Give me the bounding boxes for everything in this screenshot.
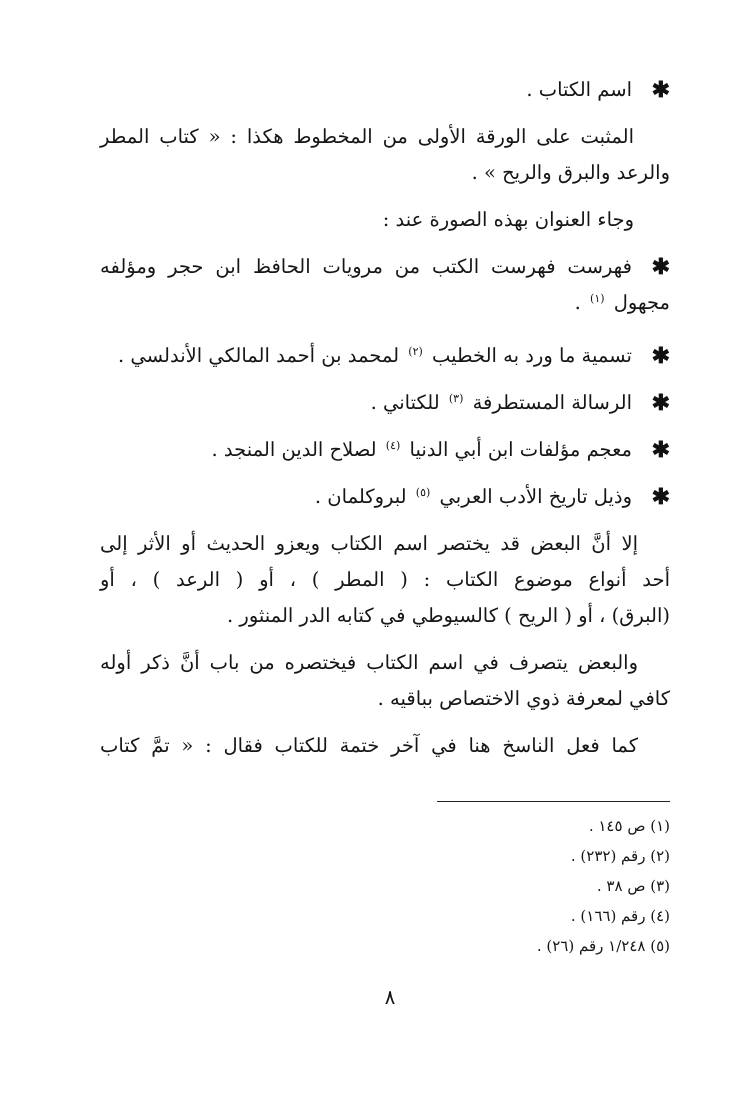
footnote-reference[interactable]: (١) bbox=[590, 291, 605, 305]
bullet-text: اسم الكتاب . bbox=[526, 78, 632, 101]
bullet-item-source bbox=[100, 385, 670, 421]
footnote-item: (٤) رقم (١٦٦) . bbox=[570, 907, 670, 925]
bullet-text: معجم مؤلفات ابن أبي الدنيا bbox=[409, 438, 632, 461]
asterisk-bullet-icon: ✱ bbox=[651, 343, 670, 369]
footnote-item: (٥) ١/٢٤٨ رقم (٢٦) . bbox=[536, 937, 670, 955]
bullet-text: لصلاح الدين المنجد . bbox=[211, 438, 377, 461]
page-number: ٨ bbox=[384, 985, 396, 1009]
bullet-item-source bbox=[100, 479, 670, 515]
asterisk-bullet-icon: ✱ bbox=[651, 77, 670, 103]
bullet-text: وذيل تاريخ الأدب العربي bbox=[439, 485, 632, 508]
paragraph-line: المثبت على الورقة الأولى من المخطوط هكذا : « كتاب المطر bbox=[100, 125, 634, 148]
paragraph-line: والرعد والبرق والريح » . bbox=[471, 161, 670, 184]
bullet-text: للكتاني . bbox=[370, 391, 440, 414]
footnote-reference[interactable]: (٤) bbox=[385, 438, 401, 452]
bullet-text: الرسالة المستطرفة bbox=[472, 391, 632, 414]
bullet-item-source bbox=[100, 432, 670, 468]
paragraph-line: كافي لمعرفة ذوي الاختصاص بباقيه . bbox=[377, 687, 670, 710]
asterisk-bullet-icon: ✱ bbox=[651, 254, 670, 280]
asterisk-bullet-icon: ✱ bbox=[651, 437, 670, 463]
bullet-item-title bbox=[100, 72, 670, 108]
footnote-reference[interactable]: (٣) bbox=[448, 391, 464, 405]
asterisk-bullet-icon: ✱ bbox=[651, 390, 670, 416]
footnote-item: (٣) ص ٣٨ . bbox=[596, 877, 670, 895]
bullet-item-source bbox=[100, 338, 670, 374]
footnote-item: (١) ص ١٤٥ . bbox=[588, 817, 670, 835]
bullet-text: لمحمد بن أحمد المالكي الأندلسي . bbox=[117, 344, 400, 367]
bullet-text: لبروكلمان . bbox=[314, 485, 407, 508]
bullet-text: تسمية ما ورد به الخطيب bbox=[432, 344, 632, 367]
footnote-separator bbox=[437, 801, 670, 802]
paragraph-line: وجاء العنوان بهذه الصورة عند : bbox=[382, 208, 634, 231]
footnote-reference[interactable]: (٢) bbox=[408, 344, 423, 358]
footnote-item: (٢) رقم (٢٣٢) . bbox=[570, 847, 670, 865]
footnotes bbox=[300, 811, 670, 961]
paragraph-line: أحد أنواع موضوع الكتاب : ( المطر ) ، أو ( الرعد ) ، أو bbox=[100, 568, 670, 591]
paragraph-line: (البرق) ، أو ( الريح ) كالسيوطي في كتابه الدر المنثور . bbox=[227, 604, 670, 627]
footnote-reference[interactable]: (٥) bbox=[415, 485, 431, 499]
paragraph-line: إلا أنَّ البعض قد يختصر اسم الكتاب ويعزو الحديث أو الأثر إلى bbox=[100, 532, 638, 555]
paragraph-line: كما فعل الناسخ هنا في آخر ختمة للكتاب فقال : « تمَّ كتاب bbox=[100, 734, 638, 757]
bullet-text: فهرست فهرست الكتب من مرويات الحافظ ابن حجر ومؤلفه bbox=[100, 255, 632, 278]
asterisk-bullet-icon: ✱ bbox=[651, 484, 670, 510]
bullet-text: . bbox=[574, 291, 581, 314]
bullet-item-continuation bbox=[100, 285, 670, 321]
bullet-text: مجهول bbox=[613, 291, 670, 314]
page-body bbox=[100, 72, 670, 764]
paragraph-line: والبعض يتصرف في اسم الكتاب فيختصره من باب أنَّ ذكر أوله bbox=[100, 651, 638, 674]
bullet-item-source bbox=[100, 249, 670, 285]
